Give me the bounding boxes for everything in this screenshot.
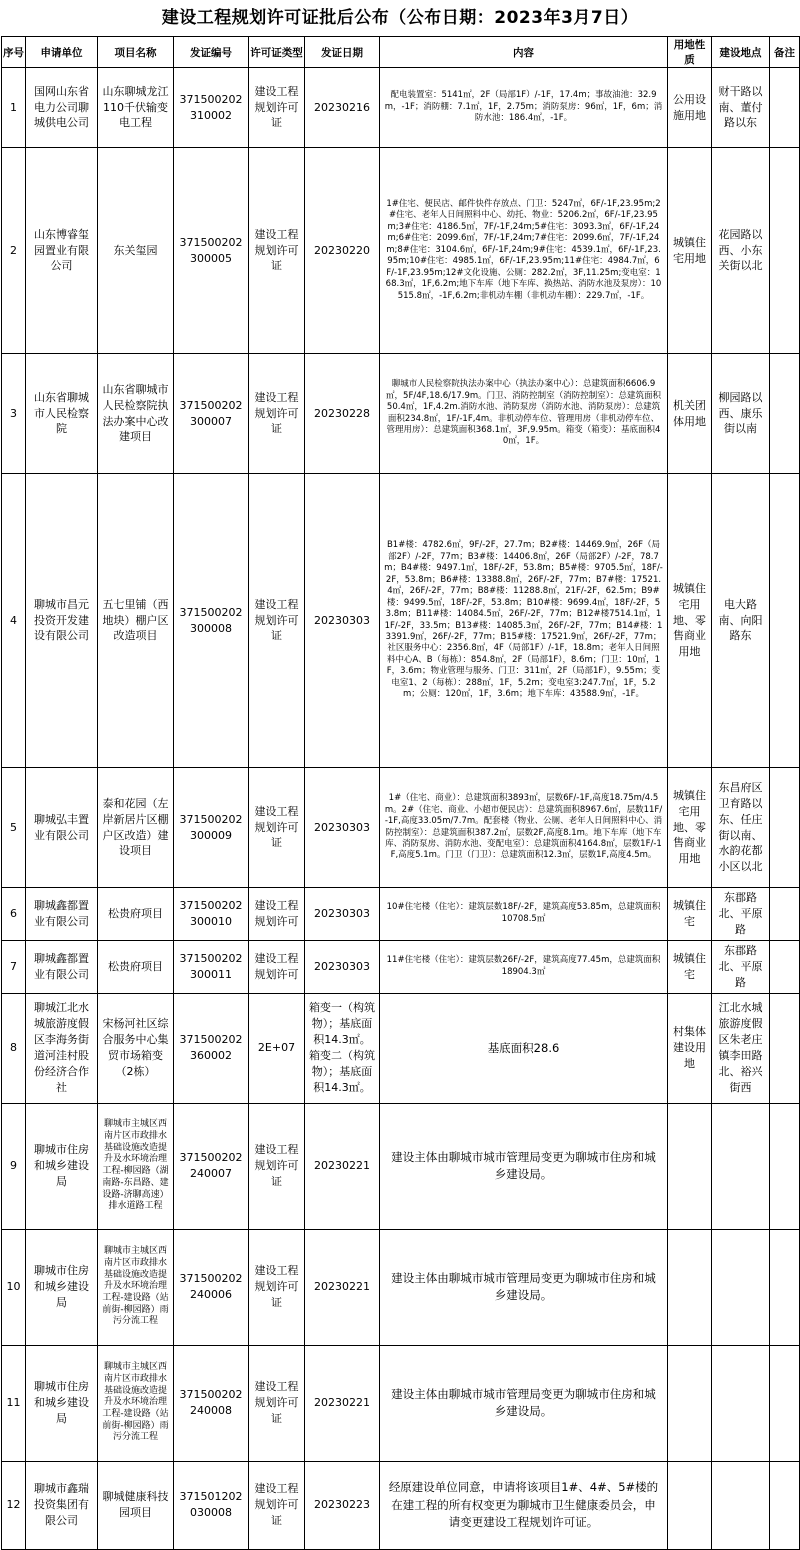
cell-no: 11 (2, 1345, 26, 1461)
cell-type: 建设工程规划许可 (249, 888, 305, 941)
cell-location: 财干路以南、董付路以东 (712, 68, 770, 148)
cell-project: 松贵府项目 (98, 888, 174, 941)
cell-no: 1 (2, 68, 26, 148)
header-remark: 备注 (770, 37, 800, 68)
cell-content: 10#住宅楼（住宅）：建筑层数18F/-2F，建筑高度53.85m，总建筑面积10708.5㎡ (380, 888, 668, 941)
cell-cert-no: 371500202310002 (174, 68, 249, 148)
table-row (2, 68, 800, 148)
cell-content: 聊城市人民检察院执法办案中心（执法办案中心）：总建筑面积6606.9㎡，5F/4F,18.6/17.9m。门卫、消防控制室（消防控制室）：总建筑面积50.4㎡，1F,4.2m.消防水池、消防泵房（消防水池、消防泵房）：总建筑面积234.8㎡，1F/-1F,4m。非机动停车位、管理用房（非机动停车位、管理用房）：总建筑面积368.1㎡，3F,9.95m。箱变（箱变）：基底面积40㎡，1F。 (380, 354, 668, 474)
cell-content: 经原建设单位同意，申请将该项目1#、4#、5#楼的在建工程的所有权变更为聊城市卫生健康委员会，申请变更建设工程规划许可证。 (380, 1461, 668, 1549)
header-row (2, 37, 800, 68)
cell-remark (770, 354, 800, 474)
cell-no: 10 (2, 1229, 26, 1345)
cell-applicant: 山东省聊城市人民检察院 (26, 354, 98, 474)
cell-land-use: 城镇住宅 (668, 888, 712, 941)
cell-applicant: 聊城鑫都置业有限公司 (26, 888, 98, 941)
cell-cert-no: 371500202300011 (174, 940, 249, 993)
header-date: 发证日期 (305, 37, 380, 68)
cell-remark (770, 1345, 800, 1461)
cell-date: 20230303 (305, 888, 380, 941)
cell-land-use: 城镇住宅用地 (668, 148, 712, 354)
table-row (2, 993, 800, 1103)
cell-land-use (668, 1103, 712, 1229)
table-row (2, 1229, 800, 1345)
table-row (2, 940, 800, 993)
cell-date: 20230220 (305, 148, 380, 354)
cell-project: 聊城市主城区西南片区市政排水基础设施改造提升及水环境治理工程-建设路（站前街-柳园路）雨污分流工程 (98, 1345, 174, 1461)
cell-applicant: 山东博睿玺园置业有限公司 (26, 148, 98, 354)
cell-type: 建设工程规划许可证 (249, 1461, 305, 1549)
cell-applicant: 聊城市住房和城乡建设局 (26, 1103, 98, 1229)
cell-type: 建设工程规划许可证 (249, 1103, 305, 1229)
cell-location: 电大路南、向阳路东 (712, 474, 770, 768)
cell-cert-no: 371500202240006 (174, 1229, 249, 1345)
table-row (2, 888, 800, 941)
cell-remark (770, 148, 800, 354)
cell-location (712, 1103, 770, 1229)
header-land-use: 用地性质 (668, 37, 712, 68)
cell-no: 4 (2, 474, 26, 768)
cell-date: 20230221 (305, 1229, 380, 1345)
cell-cert-no: 371500202300010 (174, 888, 249, 941)
header-location: 建设地点 (712, 37, 770, 68)
cell-type: 建设工程规划许可证 (249, 1229, 305, 1345)
cell-content: 1#（住宅、商业）：总建筑面积3893㎡，层数6F/-1F,高度18.75m/4.5m。2#（住宅、商业、小超市便民店）：总建筑面积8967.6㎡，层数11F/-1F,高度33.05m/7.7m。配套楼（物业、公厕、老年人日间照料中心、消防控制室）：总建筑面积387.2㎡，层数2F,高度8.1m。地下车库（地下车库、消防泵房、消防水池、变配电室）：总建筑面积4164.8㎡，层数1F/-1F,高度5.1m。门卫（门卫）：总建筑面积12.3㎡，层数1F,高度4.5m。 (380, 768, 668, 888)
cell-no: 8 (2, 993, 26, 1103)
cell-remark (770, 993, 800, 1103)
cell-applicant: 聊城市昌元投资开发建设有限公司 (26, 474, 98, 768)
cell-location: 柳园路以西、康乐街以南 (712, 354, 770, 474)
cell-no: 3 (2, 354, 26, 474)
cell-date: 20230221 (305, 1103, 380, 1229)
cell-cert-no: 371500202300009 (174, 768, 249, 888)
table-row (2, 474, 800, 768)
cell-type: 建设工程规划许可证 (249, 148, 305, 354)
cell-date: 20230221 (305, 1345, 380, 1461)
cell-remark (770, 68, 800, 148)
cell-applicant: 聊城鑫都置业有限公司 (26, 940, 98, 993)
header-no: 序号 (2, 37, 26, 68)
cell-date: 20230303 (305, 940, 380, 993)
page-title: 建设工程规划许可证批后公布（公布日期：2023年3月7日） (161, 8, 639, 28)
header-project: 项目名称 (98, 37, 174, 68)
cell-location: 东郡路北、平原路 (712, 888, 770, 941)
table-row (2, 1461, 800, 1549)
cell-land-use: 城镇住宅用地、零售商业用地 (668, 768, 712, 888)
cell-project: 聊城市主城区西南片区市政排水基础设施改造提升及水环境治理工程-柳园路（湖南路-东昌路、建设路-济聊高速）排水道路工程 (98, 1103, 174, 1229)
header-type: 许可证类型 (249, 37, 305, 68)
header-cert-no: 发证编号 (174, 37, 249, 68)
cell-no: 2 (2, 148, 26, 354)
cell-location (712, 1461, 770, 1549)
cell-date: 20230228 (305, 354, 380, 474)
cell-content: 11#住宅楼（住宅）：建筑层数26F/-2F，建筑高度77.45m，总建筑面积18904.3㎡ (380, 940, 668, 993)
cell-applicant: 聊城市住房和城乡建设局 (26, 1345, 98, 1461)
cell-project: 五七里铺（西地块）棚户区改造项目 (98, 474, 174, 768)
cell-content: 建设主体由聊城市城市管理局变更为聊城市住房和城乡建设局。 (380, 1229, 668, 1345)
cell-land-use (668, 1345, 712, 1461)
cell-applicant: 国网山东省电力公司聊城供电公司 (26, 68, 98, 148)
cell-no: 5 (2, 768, 26, 888)
cell-remark (770, 1461, 800, 1549)
cell-no: 9 (2, 1103, 26, 1229)
cell-applicant: 聊城弘丰置业有限公司 (26, 768, 98, 888)
cell-no: 6 (2, 888, 26, 941)
cell-location: 东昌府区卫育路以东、任庄街以南、水韵花都小区以北 (712, 768, 770, 888)
cell-cert-no: 371501202030008 (174, 1461, 249, 1549)
cell-content: 基底面积28.6 (380, 993, 668, 1103)
cell-type: 建设工程规划许可证 (249, 474, 305, 768)
cell-applicant: 聊城市住房和城乡建设局 (26, 1229, 98, 1345)
cell-content: 建设主体由聊城市城市管理局变更为聊城市住房和城乡建设局。 (380, 1103, 668, 1229)
cell-remark (770, 1229, 800, 1345)
cell-land-use (668, 1461, 712, 1549)
cell-type: 2E+07 (249, 993, 305, 1103)
cell-type: 建设工程规划许可证 (249, 1345, 305, 1461)
cell-applicant: 聊城江北水城旅游度假区李海务街道河洼村股份经济合作社 (26, 993, 98, 1103)
cell-land-use: 城镇住宅 (668, 940, 712, 993)
cell-land-use: 村集体建设用地 (668, 993, 712, 1103)
cell-project: 山东省聊城市人民检察院执法办案中心改建项目 (98, 354, 174, 474)
cell-land-use: 机关团体用地 (668, 354, 712, 474)
table-row (2, 148, 800, 354)
table-row (2, 1345, 800, 1461)
cell-cert-no: 371500202300007 (174, 354, 249, 474)
cell-no: 7 (2, 940, 26, 993)
cell-project: 松贵府项目 (98, 940, 174, 993)
cell-remark (770, 940, 800, 993)
cell-location (712, 1345, 770, 1461)
header-content: 内容 (380, 37, 668, 68)
cell-project: 聊城健康科技园项目 (98, 1461, 174, 1549)
table-row (2, 1103, 800, 1229)
cell-content: 1#住宅、便民店、邮件快件存放点、门卫：5247㎡，6F/-1F,23.95m;2#住宅、老年人日间照料中心、幼托、物业：5206.2㎡，6F/-1F,23.95m;3#住宅：4186.5㎡，7F/-1F,24m;5#住宅：3093.3㎡，6F/-1F,24m;6#住宅：2099.6㎡，7F/-1F,24m;7#住宅：2099.6㎡，7F/-1F,24m;8#住宅：3104.6㎡，6F/-1F,24m;9#住宅：4539.1㎡，6F/-1F,23.95m;10#住宅：4985.1㎡，6F/-1F,23.95m;11#住宅：4984.7㎡，6F/-1F,23.95m;12#文化设施、公厕：282.2㎡，3F,11.25m;变电室：168.3㎡，1F,6.2m;地下车库（地下车库、换热站、消防水池及泵房）：10515.8㎡，-1F,6.2m;非机动车棚（非机动车棚）：229.7㎡，-1F。 (380, 148, 668, 354)
cell-project: 聊城市主城区西南片区市政排水基础设施改造提升及水环境治理工程-建设路（站前街-柳园路）雨污分流工程 (98, 1229, 174, 1345)
cell-remark (770, 888, 800, 941)
cell-project: 山东聊城龙江110千伏输变电工程 (98, 68, 174, 148)
cell-cert-no: 371500202360002 (174, 993, 249, 1103)
table-row (2, 768, 800, 888)
cell-content: 配电装置室：5141㎡，2F（局部1F）/-1F，17.4m；事故油池：32.9m，-1F；消防棚：7.1㎡，1F，2.75m；消防泵房：96㎡，1F，6m；消防水池：186.4㎡，-1F。 (380, 68, 668, 148)
cell-date: 20230303 (305, 768, 380, 888)
cell-remark (770, 1103, 800, 1229)
cell-applicant: 聊城市鑫瑞投资集团有限公司 (26, 1461, 98, 1549)
cell-land-use: 公用设施用地 (668, 68, 712, 148)
cell-content: 建设主体由聊城市城市管理局变更为聊城市住房和城乡建设局。 (380, 1345, 668, 1461)
cell-cert-no: 371500202300008 (174, 474, 249, 768)
cell-project: 东关玺园 (98, 148, 174, 354)
header-applicant: 申请单位 (26, 37, 98, 68)
cell-location: 江北水城旅游度假区朱老庄镇李田路北、裕兴街西 (712, 993, 770, 1103)
cell-no: 12 (2, 1461, 26, 1549)
table-row (2, 354, 800, 474)
permit-table (1, 36, 800, 1550)
cell-content: B1#楼：4782.6㎡，9F/-2F，27.7m；B2#楼：14469.9㎡，26F（局部2F）/-2F，77m；B3#楼：14406.8㎡，26F（局部2F）/-2F，78.7m；B4#楼：9497.1㎡，18F/-2F，53.8m；B5#楼：9705.5㎡，18F/-2F，53.8m；B6#楼：13388.8㎡，26F/-2F，77m；B7#楼：17521.4㎡，26F/-2F，77m；B8#楼：11288.8㎡，21F/-2F，62.5m；B9#楼：9499.5㎡，18F/-2F，53.8m；B10#楼：9699.4㎡，18F/-2F，53.8m；B11#楼：14084.5㎡，26F/-2F，77m；B12#楼7514.1㎡，11F/-2F，33.5m；B13#楼：14085.3㎡，26F/-2F，77m；B14#楼：13391.9㎡，26F/-2F，77m；B15#楼：17521.9㎡，26F/-2F，77m；社区服务中心：2356.8㎡，4F（局部1F）/-1F，18.8m；老年人日间照料中心A、B（每栋）：854.8㎡，2F（局部1F），8.6m；门卫：10㎡，1F，3.6m；物业管理与服务、门卫：311㎡，2F（局部1F），9.55m；变电室1、2（每栋）：288㎡，1F，5.2m；变电室3:247.7㎡，1F，5.2m；公厕：120㎡，1F，3.6m；地下车库：43588.9㎡，-1F。 (380, 474, 668, 768)
cell-land-use: 城镇住宅用地、零售商业用地 (668, 474, 712, 768)
cell-land-use (668, 1229, 712, 1345)
cell-cert-no: 371500202300005 (174, 148, 249, 354)
cell-date: 20230223 (305, 1461, 380, 1549)
cell-date: 20230216 (305, 68, 380, 148)
cell-remark (770, 474, 800, 768)
cell-cert-no: 371500202240008 (174, 1345, 249, 1461)
cell-type: 建设工程规划许可证 (249, 768, 305, 888)
cell-type: 建设工程规划许可 (249, 940, 305, 993)
cell-date: 20230303 (305, 474, 380, 768)
cell-cert-no: 371500202240007 (174, 1103, 249, 1229)
cell-type: 建设工程规划许可证 (249, 354, 305, 474)
cell-location: 东郡路北、平原路 (712, 940, 770, 993)
cell-location: 花园路以西、小东关街以北 (712, 148, 770, 354)
cell-location (712, 1229, 770, 1345)
cell-remark (770, 768, 800, 888)
cell-project: 泰和花园（左岸新居片区棚户区改造）建设项目 (98, 768, 174, 888)
cell-project: 宋杨河社区综合服务中心集贸市场箱变（2栋） (98, 993, 174, 1103)
cell-date: 箱变一（构筑物）；基底面积14.3㎡。箱变二（构筑物）；基底面积14.3㎡。 (305, 993, 380, 1103)
cell-type: 建设工程规划许可证 (249, 68, 305, 148)
